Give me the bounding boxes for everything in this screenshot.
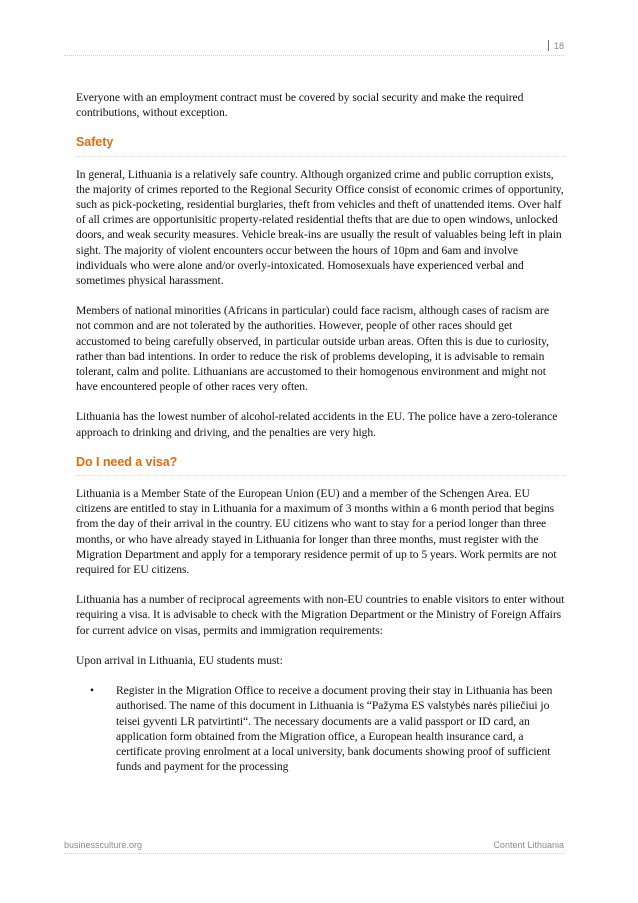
footer-divider: [64, 853, 564, 854]
visa-paragraph-3: Upon arrival in Lithuania, EU students must:: [76, 653, 283, 667]
list-item-text: Register in the Migration Office to receive a document proving their stay in Lithuania has been authorised. The name of this document in Lithuania is “Pažyma ES valstybės narės piliečiui jo teisei gyventi LR patvirtinti“. The necessary documents are a valid passport or ID card, an application form obtained from the Migration office, a European health insurance card, a certificate proving enrolment at a local university, bank documents showing proof of sufficient funds and payment for the processing: [116, 684, 553, 774]
bullet-marker: •: [90, 684, 95, 698]
document-body: [76, 90, 566, 774]
safety-paragraph-3: Lithuania has the lowest number of alcohol-related accidents in the EU. The police have a zero-tolerance approach to drinking and driving, and the penalties are very high.: [76, 410, 558, 439]
safety-heading: Safety: [76, 135, 566, 156]
intro-paragraph: Everyone with an employment contract must be covered by social security and make the required contributions, without exception.: [76, 91, 524, 120]
visa-heading: Do I need a visa?: [76, 455, 566, 476]
page-number-text: 18: [553, 41, 564, 51]
visa-paragraph-2: Lithuania has a number of reciprocal agreements with non-EU countries to enable visitors to enter without requiring a visa. It is advisable to check with the Migration Department or the Ministry of Foreign Affairs for current advice on visas, permits and immigration requirements:: [76, 593, 565, 637]
footer-website: businessculture.org: [64, 840, 143, 850]
list-item: [76, 683, 566, 774]
visa-requirements-list: [76, 683, 566, 774]
footer-section-title: Content Lithuania: [493, 840, 564, 850]
visa-paragraph-1: Lithuania is a Member State of the European Union (EU) and a member of the Schengen Area. EU citizens are entitled to stay in Lithuania for a maximum of 3 months within a 6 month period that begins from the day of their arrival in the country. EU citizens who want to stay for a period longer than three months, or who have already stayed in Lithuania for longer than three months, must register with the Migration Department and apply for a temporary residence permit of up to 5 years. Work permits are not required for EU citizens.: [76, 487, 557, 577]
header-divider: [64, 55, 564, 56]
page-number: [548, 40, 564, 52]
safety-paragraph-1: In general, Lithuania is a relatively safe country. Although organized crime and public corruption exists, the majority of crimes reported to the Regional Security Office consist of economic crimes of opportunity, such as pick-pocketing, residential burglaries, theft from vehicles and theft of unattended items. Over half of all crimes are opportunisitic property-related residential thefts that are due to open windows, unlocked doors, and weak security measures. Vehicle break-ins are usually the result of valuables being left in plain sight. The majority of violent encounters occur between the hours of 10pm and 6am and involve individuals who were alone and/or overly-intoxicated. Homosexuals have experienced verbal and sometimes physical harassment.: [76, 167, 564, 288]
page-number-divider: [548, 40, 549, 51]
safety-paragraph-2: Members of national minorities (Africans in particular) could face racism, although cases of racism are not common and are not tolerated by the authorities. However, people of other races should get accustomed to being carefully observed, in particular outside urban areas. Often this is due to curiosity, rather than bad intentions. In order to reduce the risk of problems developing, it is advisable to remain tolerant, calm and polite. Lithuanians are accustomed to their homogenous environment and might not have encountered people of other races very often.: [76, 304, 550, 394]
